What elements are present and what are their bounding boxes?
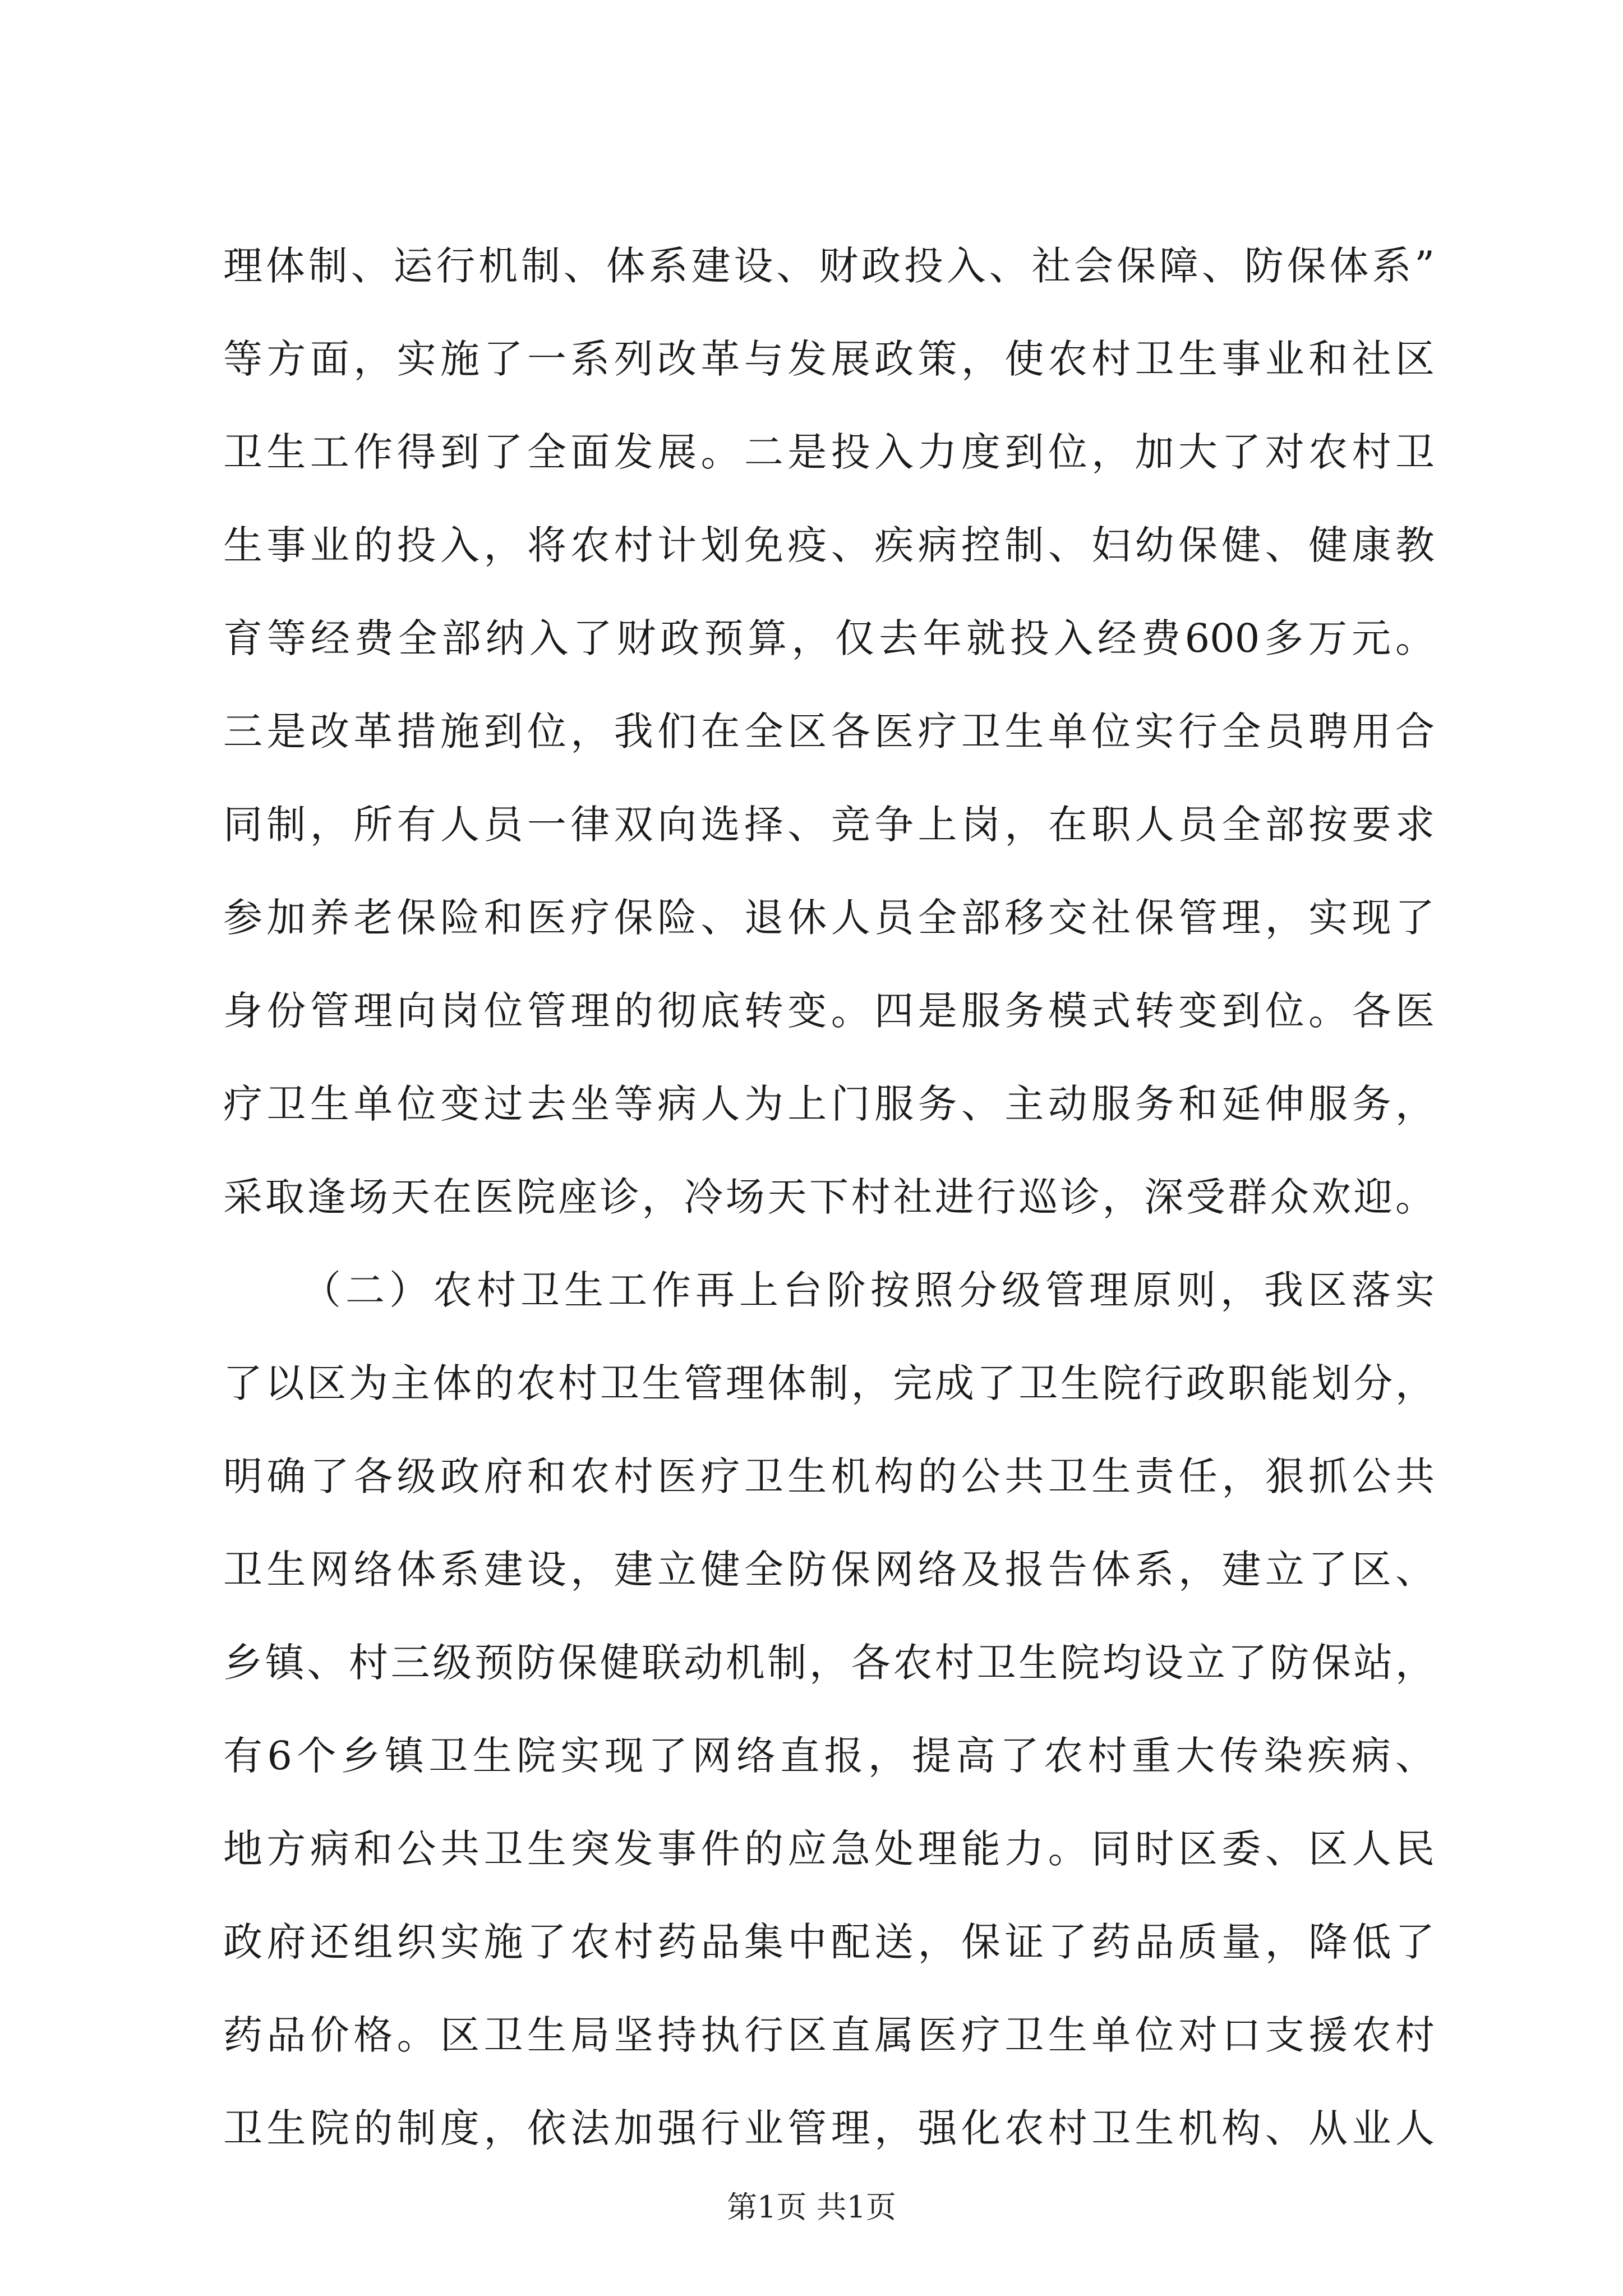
body-text-line: 卫生工作得到了全面发展。二是投入力度到位，加大了对农村卫 [223, 429, 1435, 475]
body-text-line: 卫生院的制度，依法加强行业管理，强化农村卫生机构、从业人 [223, 2105, 1435, 2151]
body-text-line: 三是改革措施到位，我们在全区各医疗卫生单位实行全员聘用合 [223, 708, 1435, 754]
body-text-line: 理体制、运行机制、体系建设、财政投入、社会保障、防保体系” [223, 243, 1435, 289]
body-text-line: 药品价格。区卫生局坚持执行区直属医疗卫生单位对口支援农村 [223, 2012, 1435, 2058]
body-text-line: 卫生网络体系建设，建立健全防保网络及报告体系，建立了区、 [223, 1547, 1435, 1593]
body-text-line: 政府还组织实施了农村药品集中配送，保证了药品质量，降低了 [223, 1919, 1435, 1965]
body-text-line: 同制，所有人员一律双向选择、竞争上岗，在职人员全部按要求 [223, 802, 1435, 848]
body-text-line: 生事业的投入，将农村计划免疫、疾病控制、妇幼保健、健康教 [223, 522, 1435, 568]
body-text-line: 地方病和公共卫生突发事件的应急处理能力。同时区委、区人民 [223, 1826, 1435, 1872]
body-text-line: 等方面，实施了一系列改革与发展政策，使农村卫生事业和社区 [223, 336, 1435, 382]
body-text-line: 乡镇、村三级预防保健联动机制，各农村卫生院均设立了防保站， [223, 1640, 1435, 1686]
body-text-line: 参加养老保险和医疗保险、退休人员全部移交社保管理，实现了 [223, 895, 1435, 941]
body-text-line: 采取逢场天在医院座诊，冷场天下村社进行巡诊，深受群众欢迎。 [223, 1174, 1435, 1220]
body-text-line: 育等经费全部纳入了财政预算，仅去年就投入经费600多万元。 [223, 615, 1435, 661]
body-text-line: 疗卫生单位变过去坐等病人为上门服务、主动服务和延伸服务， [223, 1081, 1435, 1127]
body-text-line: 明确了各级政府和农村医疗卫生机构的公共卫生责任，狠抓公共 [223, 1453, 1435, 1499]
body-text-line: 有6个乡镇卫生院实现了网络直报，提高了农村重大传染疾病、 [223, 1733, 1435, 1779]
section-heading-line: （二）农村卫生工作再上台阶按照分级管理原则，我区落实 [302, 1267, 1435, 1313]
page-number-footer: 第1页 共1页 [727, 2189, 896, 2225]
body-text-line: 了以区为主体的农村卫生管理体制，完成了卫生院行政职能划分， [223, 1360, 1435, 1406]
body-text-line: 身份管理向岗位管理的彻底转变。四是服务模式转变到位。各医 [223, 988, 1435, 1034]
